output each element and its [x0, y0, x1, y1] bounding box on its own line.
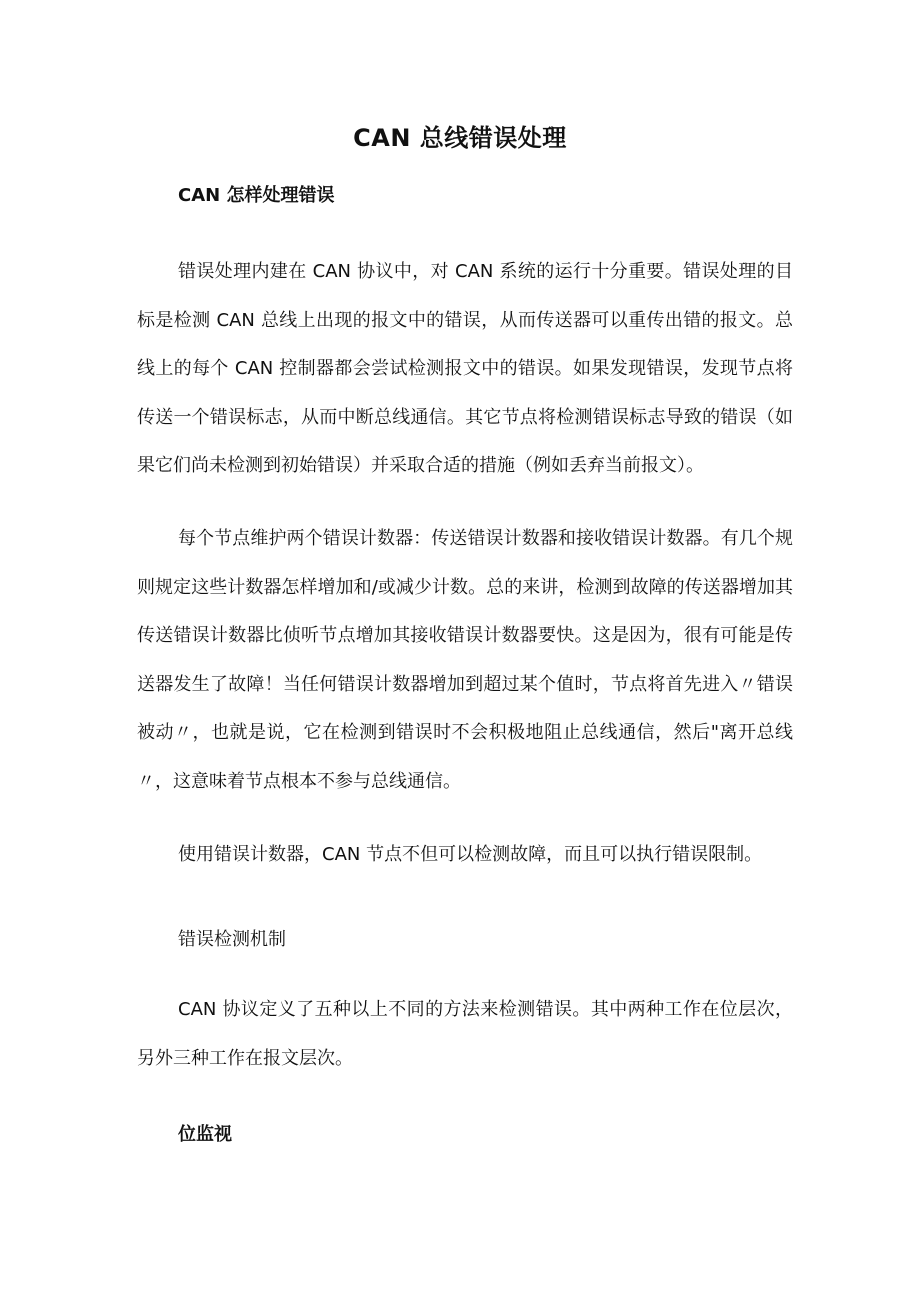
section-heading-how-can-handles-errors: CAN 怎样处理错误	[178, 185, 335, 206]
paragraph-error-confinement: 使用错误计数器，CAN 节点不但可以检测故障，而且可以执行错误限制。	[178, 844, 763, 865]
paragraph-detection-methods: CAN 协议定义了五种以上不同的方法来检测错误。其中两种工作在位层次，另外三种工作在报文层次。	[137, 999, 793, 1069]
document-title: CAN 总线错误处理	[353, 124, 567, 152]
paragraph-error-counters: 每个节点维护两个错误计数器：传送错误计数器和接收错误计数器。有几个规则规定这些计数器怎样增加和/或减少计数。总的来讲，检测到故障的传送器增加其传送错误计数器比侦听节点增加其接收错误计数器要快。这是因为，很有可能是传送器发生了故障！当任何错误计数器增加到超过某个值时，节点将首先进入〃错误被动〃，也就是说，它在检测到错误时不会积极地阻止总线通信，然后"离开总线〃，这意味着节点根本不参与总线通信。	[137, 528, 793, 792]
paragraph-error-handling-intro: 错误处理内建在 CAN 协议中，对 CAN 系统的运行十分重要。错误处理的目标是检测 CAN 总线上出现的报文中的错误，从而传送器可以重传出错的报文。总线上的每个 CAN 控制器都会尝试检测报文中的错误。如果发现错误，发现节点将传送一个错误标志，从而中断总线通信。其它节点将检测错误标志导致的错误（如果它们尚未检测到初始错误）并采取合适的措施（例如丢弃当前报文）。	[137, 261, 793, 476]
section-heading-error-detection: 错误检测机制	[178, 929, 286, 950]
section-heading-bit-monitoring: 位监视	[178, 1124, 232, 1145]
